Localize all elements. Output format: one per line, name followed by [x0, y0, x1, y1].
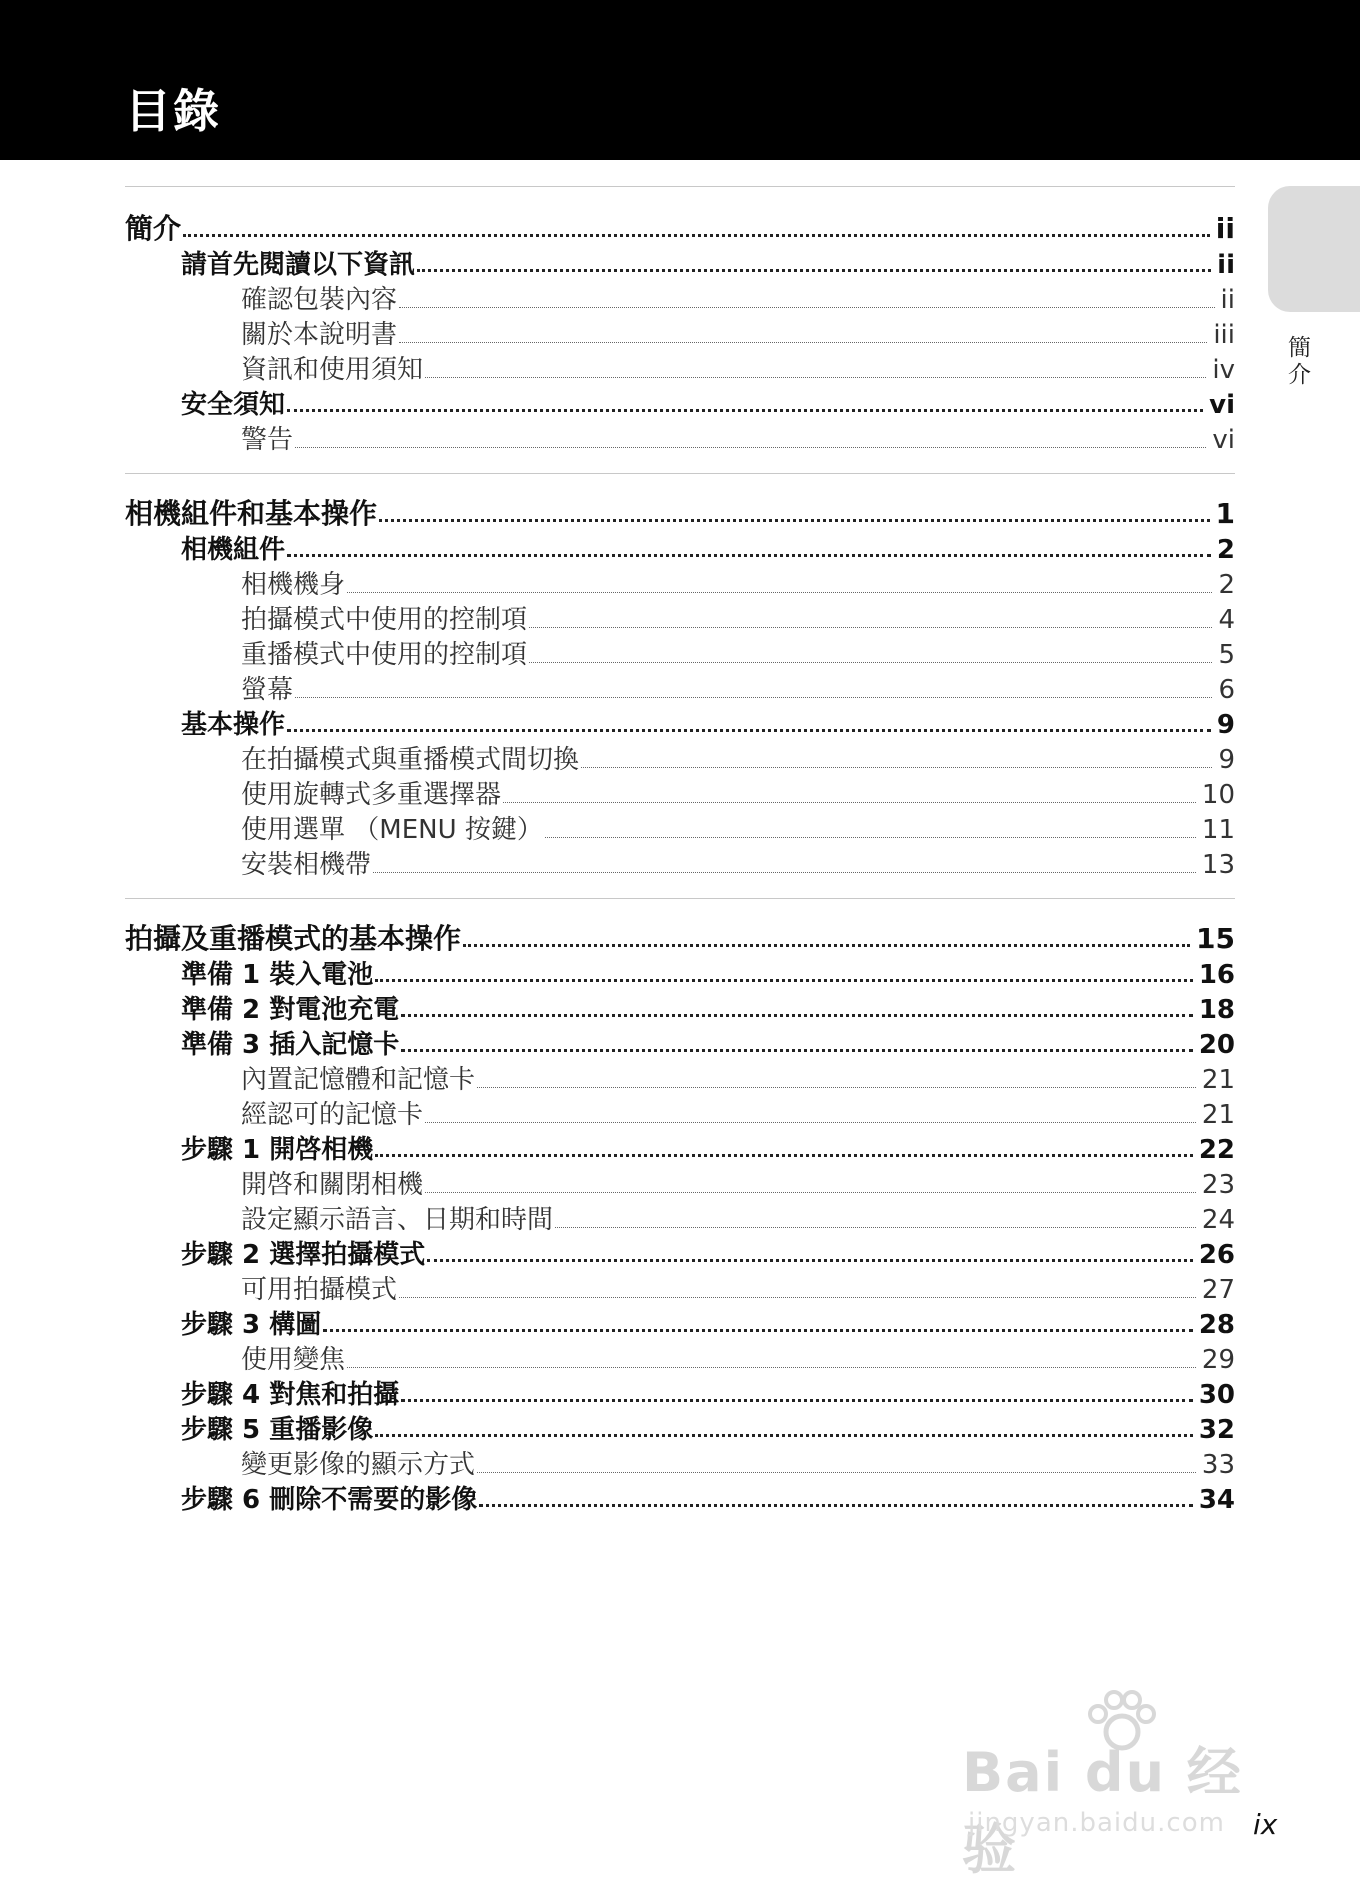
toc-entry-page: 1 — [1215, 497, 1235, 530]
toc-entry-title: 使用選單 （MENU 按鍵） — [241, 815, 543, 845]
toc-entry-page: 5 — [1218, 640, 1235, 670]
toc-entry-title: 資訊和使用須知 — [241, 355, 424, 385]
toc-entry-title: 可用拍攝模式 — [241, 1275, 398, 1305]
toc-entry-page: 2 — [1218, 570, 1235, 600]
dot-leader — [323, 1329, 1193, 1332]
toc-section-intro — [125, 186, 1235, 458]
dot-leader — [425, 1192, 1196, 1193]
toc-entry[interactable] — [125, 1343, 1235, 1378]
toc-entry[interactable] — [125, 533, 1235, 568]
dot-leader — [477, 1472, 1196, 1473]
dot-leader — [295, 697, 1212, 698]
toc-entry-title: 拍攝模式中使用的控制項 — [241, 605, 528, 635]
toc-entry-page: 34 — [1198, 1485, 1235, 1515]
toc-entry[interactable] — [125, 673, 1235, 708]
toc-entry-title: 經認可的記憶卡 — [241, 1100, 424, 1130]
toc-entry-page: 10 — [1201, 780, 1235, 810]
toc-section-basic-operations — [125, 898, 1235, 1518]
toc-entry-page: ii — [1217, 250, 1235, 280]
toc-entry[interactable] — [125, 1413, 1235, 1448]
toc-entry[interactable] — [125, 248, 1235, 283]
dot-leader — [555, 1227, 1196, 1228]
toc-entry[interactable] — [125, 1133, 1235, 1168]
toc-entry-page: vi — [1209, 390, 1235, 420]
dot-leader — [425, 1122, 1196, 1123]
toc-entry-title: 步驟 6 刪除不需要的影像 — [181, 1485, 478, 1515]
toc-entry[interactable] — [125, 494, 1235, 533]
watermark-brand: Bai du 经验 — [962, 1741, 1243, 1881]
dot-leader — [347, 592, 1212, 593]
toc-entry[interactable] — [125, 958, 1235, 993]
page-title: 目錄 — [125, 84, 221, 138]
toc-entry[interactable] — [125, 778, 1235, 813]
toc-entry-title: 請首先閱讀以下資訊 — [181, 250, 416, 280]
dot-leader — [373, 872, 1196, 873]
dot-leader — [399, 1297, 1196, 1298]
toc-entry[interactable] — [125, 1203, 1235, 1238]
toc-entry-page: 15 — [1196, 922, 1235, 955]
toc-entry-title: 重播模式中使用的控制項 — [241, 640, 528, 670]
toc-entry[interactable] — [125, 1168, 1235, 1203]
toc-entry[interactable] — [125, 813, 1235, 848]
toc-entry-title: 步驟 4 對焦和拍攝 — [181, 1380, 400, 1410]
toc-entry-title: 變更影像的顯示方式 — [241, 1450, 476, 1480]
toc-entry-title: 基本操作 — [181, 710, 286, 740]
toc-entry[interactable] — [125, 993, 1235, 1028]
toc-entry-page: 21 — [1201, 1100, 1235, 1130]
toc-entry-page: 9 — [1216, 710, 1235, 740]
dot-leader — [529, 662, 1212, 663]
toc-entry[interactable] — [125, 1308, 1235, 1343]
toc-entry-page: 26 — [1198, 1240, 1235, 1270]
toc-entry-title: 準備 3 插入記憶卡 — [181, 1030, 400, 1060]
toc-entry-title: 安全須知 — [181, 390, 286, 420]
dot-leader — [287, 729, 1211, 732]
toc-entry[interactable] — [125, 1063, 1235, 1098]
toc-entry-page: 4 — [1218, 605, 1235, 635]
header-bar — [0, 0, 1360, 160]
toc-entry[interactable] — [125, 209, 1235, 248]
toc-entry-title: 相機組件 — [181, 535, 286, 565]
dot-leader — [399, 342, 1207, 343]
dot-leader — [463, 944, 1190, 947]
toc-entry-page: ii — [1220, 285, 1235, 315]
dot-leader — [295, 447, 1206, 448]
toc-entry-title: 簡介 — [125, 212, 182, 245]
toc-entry-title: 準備 1 裝入電池 — [181, 960, 374, 990]
dot-leader — [401, 1049, 1193, 1052]
toc-entry[interactable] — [125, 388, 1235, 423]
toc-entry-title: 警告 — [241, 425, 294, 455]
dot-leader — [379, 519, 1210, 522]
toc-entry[interactable] — [125, 919, 1235, 958]
toc-entry-title: 使用旋轉式多重選擇器 — [241, 780, 502, 810]
dot-leader — [503, 802, 1196, 803]
toc-entry-title: 使用變焦 — [241, 1345, 346, 1375]
toc-entry-page: ii — [1215, 212, 1235, 245]
toc-entry[interactable] — [125, 638, 1235, 673]
toc-entry-title: 關於本說明書 — [241, 320, 398, 350]
watermark-url: jingyan.baidu.com — [968, 1808, 1225, 1838]
toc-entry-page: 21 — [1201, 1065, 1235, 1095]
dot-leader — [287, 409, 1203, 412]
toc-entry-title: 在拍攝模式與重播模式間切換 — [241, 745, 580, 775]
toc-entry-title: 設定顯示語言、日期和時間 — [241, 1205, 554, 1235]
toc-entry[interactable] — [125, 1378, 1235, 1413]
toc-entry-page: 23 — [1201, 1170, 1235, 1200]
toc-entry-page: 28 — [1198, 1310, 1235, 1340]
toc-entry-page: 33 — [1201, 1450, 1235, 1480]
dot-leader — [425, 377, 1206, 378]
dot-leader — [545, 837, 1196, 838]
toc-entry-page: vi — [1212, 425, 1235, 455]
toc-entry-page: iii — [1213, 320, 1235, 350]
toc-entry[interactable] — [125, 848, 1235, 883]
dot-leader — [375, 1434, 1193, 1437]
dot-leader — [417, 269, 1211, 272]
toc-entry-title: 確認包裝內容 — [241, 285, 398, 315]
dot-leader — [401, 1399, 1193, 1402]
toc-entry[interactable] — [125, 743, 1235, 778]
toc-entry-title: 步驟 1 開啓相機 — [181, 1135, 374, 1165]
toc-entry-page: 6 — [1218, 675, 1235, 705]
toc-entry[interactable] — [125, 423, 1235, 458]
toc-entry-title: 拍攝及重播模式的基本操作 — [125, 922, 462, 955]
dot-leader — [477, 1087, 1196, 1088]
toc-entry-page: 22 — [1198, 1135, 1235, 1165]
toc-entry[interactable] — [125, 568, 1235, 603]
toc-entry-title: 相機組件和基本操作 — [125, 497, 378, 530]
dot-leader — [287, 554, 1211, 557]
toc-entry-page: 24 — [1201, 1205, 1235, 1235]
table-of-contents — [125, 186, 1235, 1518]
toc-entry[interactable] — [125, 1028, 1235, 1063]
toc-entry-page: 27 — [1201, 1275, 1235, 1305]
baidu-watermark — [962, 1690, 1262, 1881]
toc-entry-title: 安裝相機帶 — [241, 850, 372, 880]
page-number: ix — [1253, 1808, 1278, 1841]
dot-leader — [479, 1504, 1193, 1507]
dot-leader — [427, 1259, 1193, 1262]
toc-entry-page: 20 — [1198, 1030, 1235, 1060]
toc-entry-title: 相機機身 — [241, 570, 346, 600]
toc-entry-page: 30 — [1198, 1380, 1235, 1410]
toc-section-camera-parts — [125, 473, 1235, 883]
dot-leader — [399, 307, 1215, 308]
toc-entry[interactable] — [125, 1238, 1235, 1273]
toc-entry[interactable] — [125, 603, 1235, 638]
dot-leader — [375, 1154, 1193, 1157]
dot-leader — [401, 1014, 1193, 1017]
toc-entry-page: 9 — [1218, 745, 1235, 775]
toc-entry-title: 步驟 3 構圖 — [181, 1310, 322, 1340]
toc-entry[interactable] — [125, 318, 1235, 353]
side-tab-label: 簡介 — [1284, 335, 1310, 389]
toc-entry-page: 18 — [1198, 995, 1235, 1025]
toc-entry-title: 準備 2 對電池充電 — [181, 995, 400, 1025]
toc-entry-page: 16 — [1198, 960, 1235, 990]
toc-entry[interactable] — [125, 708, 1235, 743]
toc-entry-page: 32 — [1198, 1415, 1235, 1445]
toc-entry[interactable] — [125, 1483, 1235, 1518]
side-tab — [1268, 186, 1360, 312]
toc-entry-page: 29 — [1201, 1345, 1235, 1375]
toc-entry-page: 2 — [1216, 535, 1235, 565]
dot-leader — [183, 234, 1210, 237]
toc-entry-title: 開啓和關閉相機 — [241, 1170, 424, 1200]
toc-entry-title: 螢幕 — [241, 675, 294, 705]
toc-entry-title: 步驟 2 選擇拍攝模式 — [181, 1240, 426, 1270]
dot-leader — [375, 979, 1193, 982]
toc-entry[interactable] — [125, 353, 1235, 388]
toc-entry-page: 11 — [1201, 815, 1235, 845]
toc-entry[interactable] — [125, 1273, 1235, 1308]
dot-leader — [581, 767, 1212, 768]
dot-leader — [529, 627, 1212, 628]
toc-entry-page: iv — [1212, 355, 1235, 385]
toc-entry[interactable] — [125, 1098, 1235, 1133]
toc-entry-page: 13 — [1201, 850, 1235, 880]
toc-entry-title: 內置記憶體和記憶卡 — [241, 1065, 476, 1095]
dot-leader — [347, 1367, 1196, 1368]
toc-entry[interactable] — [125, 283, 1235, 318]
toc-entry-title: 步驟 5 重播影像 — [181, 1415, 374, 1445]
toc-entry[interactable] — [125, 1448, 1235, 1483]
